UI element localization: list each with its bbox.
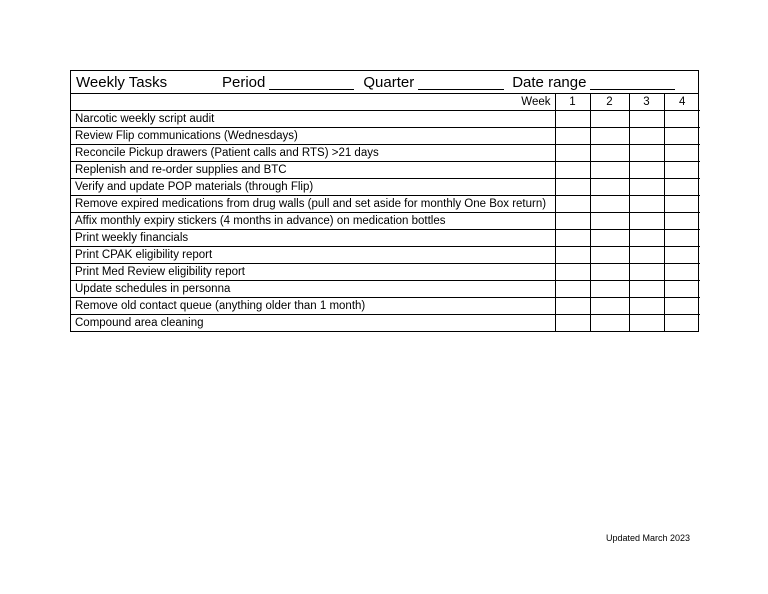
task-label: Verify and update POP materials (through Flip) xyxy=(71,179,555,196)
week-3-header: 3 xyxy=(629,94,664,111)
table-row xyxy=(71,111,700,128)
week-4-checkbox[interactable] xyxy=(664,247,700,264)
week-1-checkbox[interactable] xyxy=(555,162,590,179)
task-label: Print Med Review eligibility report xyxy=(71,264,555,281)
quarter-field[interactable] xyxy=(418,75,504,90)
week-2-checkbox[interactable] xyxy=(590,213,629,230)
table-row xyxy=(71,145,700,162)
week-4-checkbox[interactable] xyxy=(664,213,700,230)
task-label: Remove old contact queue (anything older than 1 month) xyxy=(71,298,555,315)
table-row xyxy=(71,196,700,213)
week-3-checkbox[interactable] xyxy=(629,179,664,196)
task-label: Narcotic weekly script audit xyxy=(71,111,555,128)
task-label: Reconcile Pickup drawers (Patient calls and RTS) >21 days xyxy=(71,145,555,162)
week-4-checkbox[interactable] xyxy=(664,315,700,332)
week-1-checkbox[interactable] xyxy=(555,230,590,247)
quarter-label: Quarter xyxy=(363,73,415,91)
week-3-checkbox[interactable] xyxy=(629,111,664,128)
period-field[interactable] xyxy=(269,75,354,90)
task-label: Print CPAK eligibility report xyxy=(71,247,555,264)
week-4-checkbox[interactable] xyxy=(664,162,700,179)
week-3-checkbox[interactable] xyxy=(629,315,664,332)
updated-note: Updated March 2023 xyxy=(606,533,691,543)
week-1-header: 1 xyxy=(555,94,590,111)
week-3-checkbox[interactable] xyxy=(629,264,664,281)
task-label: Affix monthly expiry stickers (4 months in advance) on medication bottles xyxy=(71,213,555,230)
week-2-checkbox[interactable] xyxy=(590,196,629,213)
week-3-checkbox[interactable] xyxy=(629,213,664,230)
week-3-checkbox[interactable] xyxy=(629,162,664,179)
week-4-checkbox[interactable] xyxy=(664,128,700,145)
week-2-header: 2 xyxy=(590,94,629,111)
table-row xyxy=(71,128,700,145)
week-2-checkbox[interactable] xyxy=(590,111,629,128)
table-row xyxy=(71,230,700,247)
week-2-checkbox[interactable] xyxy=(590,264,629,281)
week-4-checkbox[interactable] xyxy=(664,298,700,315)
week-3-checkbox[interactable] xyxy=(629,281,664,298)
week-3-checkbox[interactable] xyxy=(629,247,664,264)
week-2-checkbox[interactable] xyxy=(590,230,629,247)
week-2-checkbox[interactable] xyxy=(590,315,629,332)
week-4-checkbox[interactable] xyxy=(664,111,700,128)
week-3-checkbox[interactable] xyxy=(629,230,664,247)
week-label: Week xyxy=(71,94,555,111)
week-2-checkbox[interactable] xyxy=(590,247,629,264)
task-label: Print weekly financials xyxy=(71,230,555,247)
week-4-checkbox[interactable] xyxy=(664,281,700,298)
title-row xyxy=(71,71,698,94)
week-header-row xyxy=(71,94,700,111)
week-2-checkbox[interactable] xyxy=(590,281,629,298)
week-1-checkbox[interactable] xyxy=(555,247,590,264)
week-1-checkbox[interactable] xyxy=(555,111,590,128)
task-label: Compound area cleaning xyxy=(71,315,555,332)
week-4-checkbox[interactable] xyxy=(664,264,700,281)
table-row xyxy=(71,264,700,281)
table-row xyxy=(71,315,700,332)
sheet-title: Weekly Tasks xyxy=(76,73,168,91)
week-3-checkbox[interactable] xyxy=(629,196,664,213)
week-2-checkbox[interactable] xyxy=(590,162,629,179)
week-1-checkbox[interactable] xyxy=(555,213,590,230)
week-1-checkbox[interactable] xyxy=(555,264,590,281)
table-row xyxy=(71,162,700,179)
week-2-checkbox[interactable] xyxy=(590,128,629,145)
week-1-checkbox[interactable] xyxy=(555,281,590,298)
week-3-checkbox[interactable] xyxy=(629,298,664,315)
task-label: Review Flip communications (Wednesdays) xyxy=(71,128,555,145)
task-label: Update schedules in personna xyxy=(71,281,555,298)
week-1-checkbox[interactable] xyxy=(555,145,590,162)
task-label: Remove expired medications from drug walls (pull and set aside for monthly One Box return) xyxy=(71,196,555,213)
week-2-checkbox[interactable] xyxy=(590,179,629,196)
table-row xyxy=(71,247,700,264)
week-1-checkbox[interactable] xyxy=(555,196,590,213)
week-2-checkbox[interactable] xyxy=(590,298,629,315)
week-1-checkbox[interactable] xyxy=(555,298,590,315)
week-1-checkbox[interactable] xyxy=(555,179,590,196)
week-4-checkbox[interactable] xyxy=(664,179,700,196)
tasks-table xyxy=(71,94,700,331)
week-4-checkbox[interactable] xyxy=(664,145,700,162)
week-4-header: 4 xyxy=(664,94,700,111)
week-3-checkbox[interactable] xyxy=(629,128,664,145)
week-1-checkbox[interactable] xyxy=(555,315,590,332)
week-2-checkbox[interactable] xyxy=(590,145,629,162)
period-label: Period xyxy=(222,73,266,91)
table-row xyxy=(71,281,700,298)
date-range-field[interactable] xyxy=(590,75,675,90)
week-3-checkbox[interactable] xyxy=(629,145,664,162)
week-4-checkbox[interactable] xyxy=(664,196,700,213)
table-row xyxy=(71,298,700,315)
weekly-tasks-sheet xyxy=(70,70,699,332)
task-label: Replenish and re-order supplies and BTC xyxy=(71,162,555,179)
table-row xyxy=(71,179,700,196)
week-4-checkbox[interactable] xyxy=(664,230,700,247)
table-row xyxy=(71,213,700,230)
week-1-checkbox[interactable] xyxy=(555,128,590,145)
date-range-label: Date range xyxy=(512,73,587,91)
